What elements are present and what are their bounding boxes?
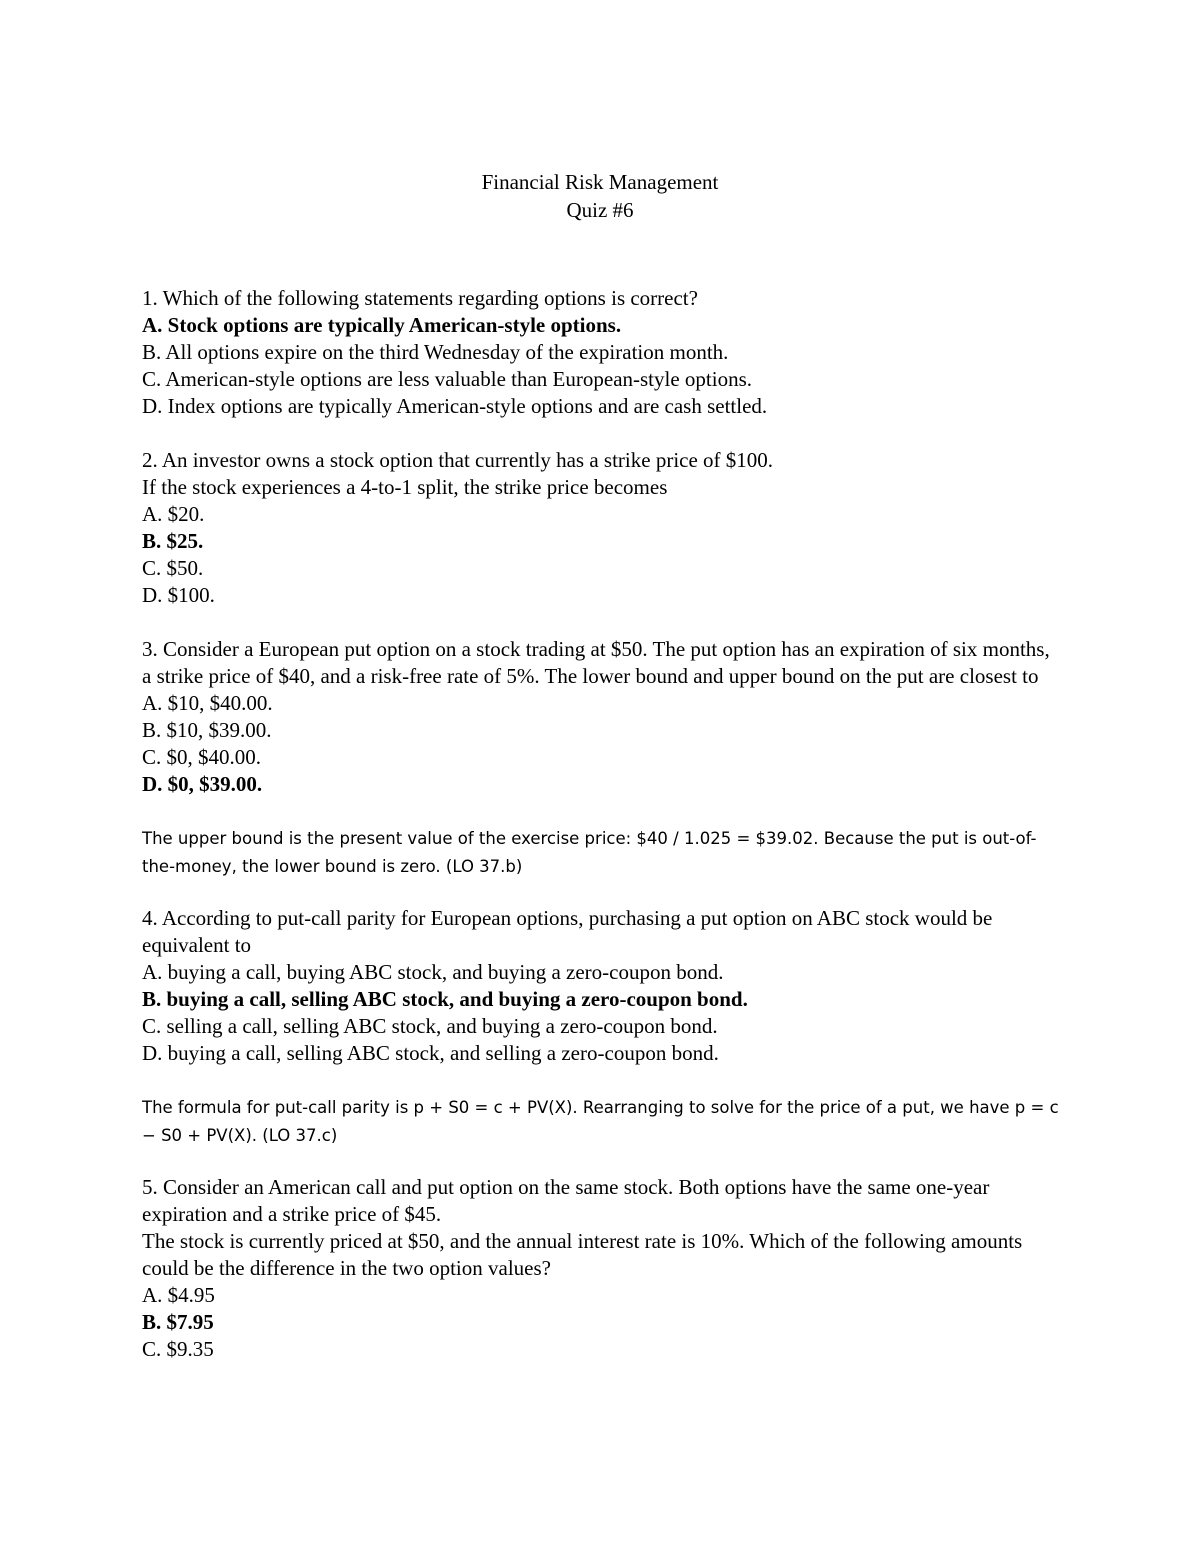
- question-stem: 4. According to put-call parity for European options, purchasing a put option on ABC stock would be equivalent to: [142, 906, 993, 957]
- answer-option: B. All options expire on the third Wednesday of the expiration month.: [142, 340, 729, 364]
- answer-option: C. $0, $40.00.: [142, 745, 262, 769]
- question-stem: 2. An investor owns a stock option that currently has a strike price of $100.: [142, 448, 774, 472]
- answer-option-correct: B. buying a call, selling ABC stock, and buying a zero-coupon bond.: [142, 987, 748, 1011]
- question-1: [142, 285, 1062, 420]
- question-stem-continued: If the stock experiences a 4-to-1 split, the strike price becomes: [142, 475, 668, 499]
- answer-option: C. American-style options are less valuable than European-style options.: [142, 367, 753, 391]
- question-2: [142, 447, 1062, 609]
- answer-option: A. $20.: [142, 502, 205, 526]
- answer-option: C. selling a call, selling ABC stock, and buying a zero-coupon bond.: [142, 1014, 718, 1038]
- answer-option-correct: B. $7.95: [142, 1310, 214, 1334]
- answer-option: A. buying a call, buying ABC stock, and buying a zero-coupon bond.: [142, 960, 724, 984]
- question-stem: 3. Consider a European put option on a stock trading at $50. The put option has an expiration of six months, a strike price of $40, and a risk-free rate of 5%. The lower bound and upper bound on the put are closest to: [142, 637, 1050, 688]
- document-header: [0, 168, 1200, 224]
- question-4: [142, 905, 1062, 1067]
- answer-option: C. $50.: [142, 556, 204, 580]
- document-subtitle: Quiz #6: [566, 198, 634, 222]
- question-5: [142, 1174, 1062, 1363]
- question-stem: 1. Which of the following statements regarding options is correct?: [142, 286, 698, 310]
- document-title: Financial Risk Management: [481, 170, 719, 194]
- question-stem: 5. Consider an American call and put option on the same stock. Both options have the same one-year expiration and a strike price of $45.: [142, 1175, 990, 1226]
- question-3-explanation: The upper bound is the present value of the exercise price: $40 / 1.025 = $39.02. Because the put is out-of-the-money, the lower bound is zero. (LO 37.b): [142, 829, 1037, 876]
- answer-option: D. $100.: [142, 583, 215, 607]
- answer-option: A. $4.95: [142, 1283, 215, 1307]
- question-4-explanation: The formula for put-call parity is p + S0 = c + PV(X). Rearranging to solve for the price of a put, we have p = c − S0 + PV(X). (LO 37.c): [142, 1098, 1059, 1145]
- question-stem-continued: The stock is currently priced at $50, and the annual interest rate is 10%. Which of the following amounts could be the difference in the two option values?: [142, 1229, 1023, 1280]
- answer-option-correct: A. Stock options are typically American-style options.: [142, 313, 622, 337]
- answer-option: A. $10, $40.00.: [142, 691, 273, 715]
- quiz-content: [142, 285, 1062, 1390]
- answer-option: D. buying a call, selling ABC stock, and selling a zero-coupon bond.: [142, 1041, 719, 1065]
- answer-option: B. $10, $39.00.: [142, 718, 272, 742]
- answer-option: C. $9.35: [142, 1337, 214, 1361]
- answer-option-correct: B. $25.: [142, 529, 204, 553]
- question-3: [142, 636, 1062, 798]
- answer-option-correct: D. $0, $39.00.: [142, 772, 263, 796]
- answer-option: D. Index options are typically American-style options and are cash settled.: [142, 394, 768, 418]
